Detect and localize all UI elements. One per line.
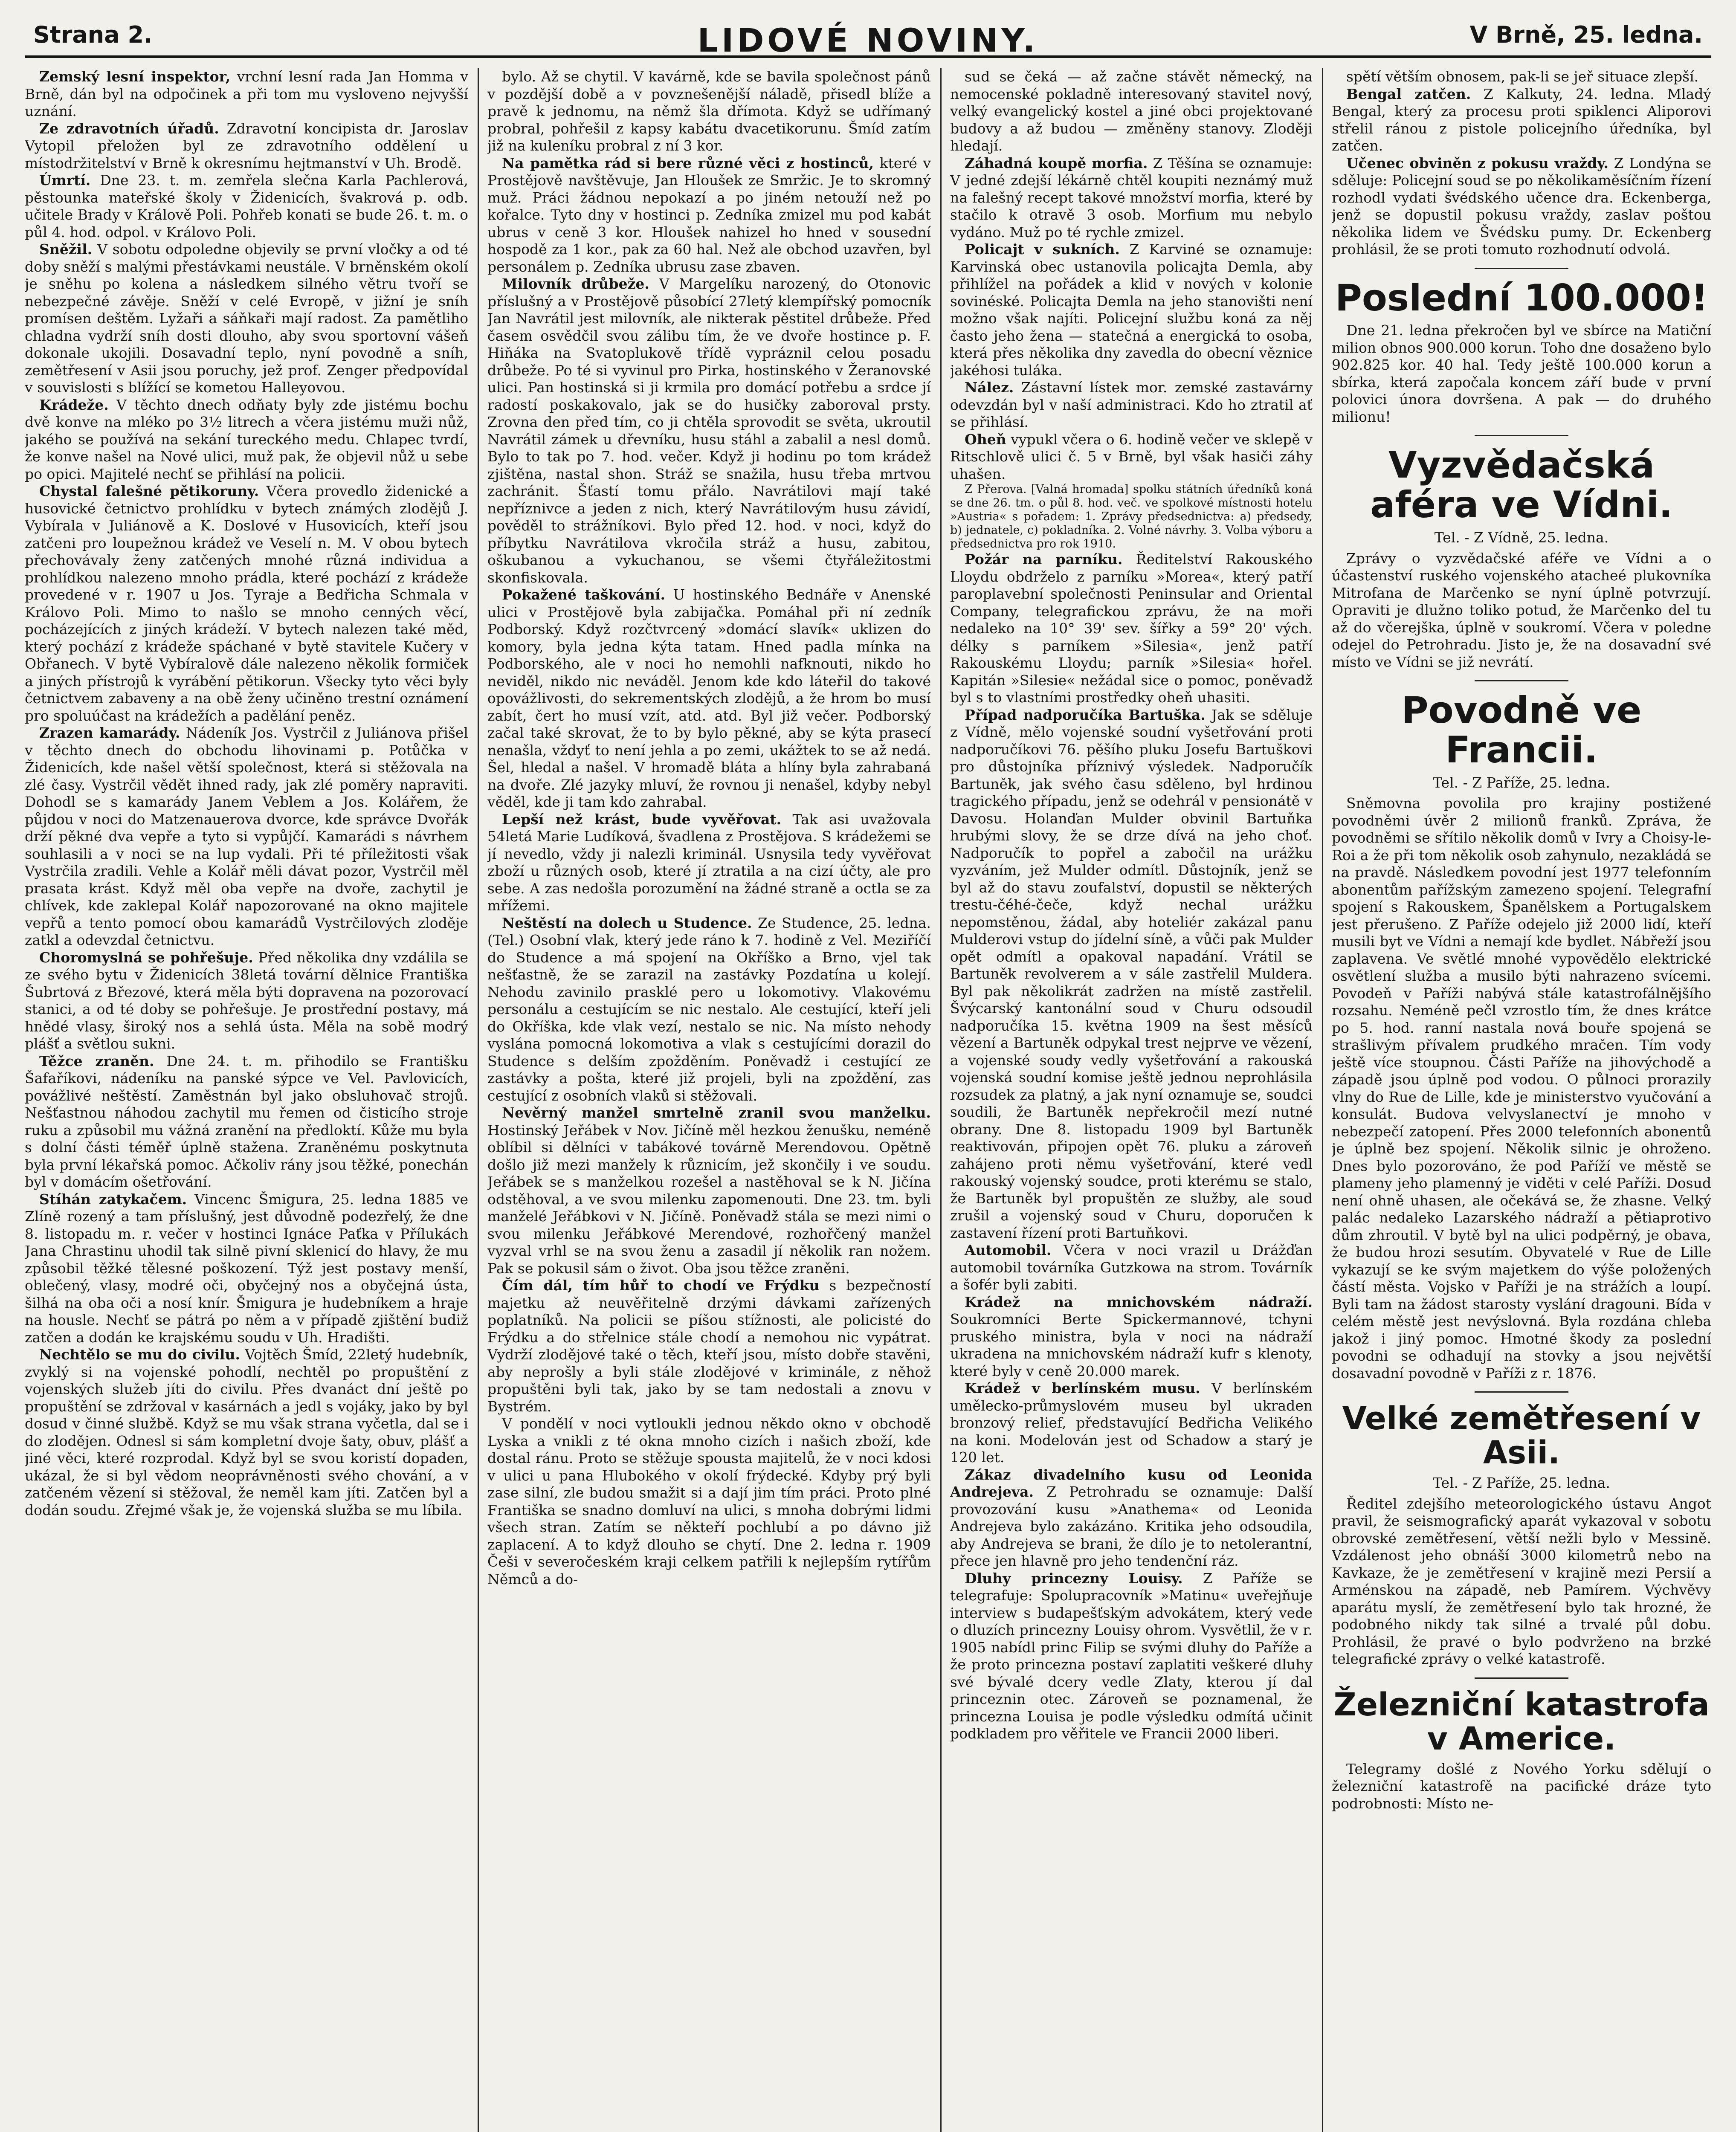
article-heading: Požár na parníku.: [965, 551, 1123, 568]
article-item: [950, 1570, 1313, 1743]
article-item: [950, 551, 1313, 707]
article-item: [25, 1191, 468, 1347]
headline-povodne: Povodně ve Francii.: [1401, 689, 1642, 771]
article-text: Včera v noci vrazil u Drážďan automobil továrníka Gutzkowa na strom. Továrník a šofér byli zabiti.: [950, 1242, 1313, 1293]
article-item: [25, 1346, 468, 1519]
section-divider: [1475, 1677, 1568, 1679]
article-text: bylo. Až se chytil. V kavárně, kde se bavila společnost pánů v pozdější době a v povznešenější náladě, přisedl blíže a pravě k jednomu, na němž šla dřímota. Když se udřímaný probral, pohřešil z kapsy kabátu dvacetikorunu. Šmíd zatím již na kuleníku probral z ní 3 kor.: [487, 68, 931, 154]
article-heading: Úmrtí.: [39, 172, 91, 188]
article-item: [487, 586, 931, 811]
article-text: sud se čeká — až začne stávět německý, na nemocenské pokladně interesovaný stavitel nový, velký evangelický kostel a jiné obci projektované budovy a až budou — změněny stanovy. Zloději hledají.: [950, 68, 1313, 154]
article-text: Z Přerova. [Valná hromada] spolku státních úředníků koná se dne 26. tm. o půl 8. hod. več. ve spolkové místnosti hotelu »Austria« s pořadem: 1. Zprávy předsednictva: a) předsedy, b) jednatele, c) pokladníka. 2. Volné návrhy. 3. Volba výboru a předsednictva pro rok 1910.: [950, 483, 1313, 550]
article-item: [950, 1242, 1313, 1294]
article-heading: Učenec obviněn z pokusu vraždy.: [1346, 154, 1609, 171]
article-text: V sobotu odpoledne objevily se první vločky a od té doby sněží s malými přestávkami neustále. V brněnském okolí je sněhu po kolena a následkem silného větru tvoří se nebezpečné závěje. Sněží v celé Evropě, v jižní je sníh promísen deštěm. Lyžaři a sáňkaři mají radost. Za pamětliho chladna vydrží sníh dosti dlouho, aby svou sportovní vášeň dokonale ukojili. Dosavadní teplo, nyní povodně a sníh, zemětřesení v Asii jsou poruchy, jež prof. Zenger předpovídal v souvislosti s blížící se kometou Halleyovou.: [25, 241, 468, 396]
headline-zemetreseni: Velké zemětřesení v Asii.: [1342, 1400, 1701, 1472]
article-item: [950, 379, 1313, 431]
article-heading: Nevěrný manžel smrtelně zranil svou manželku.: [502, 1104, 931, 1121]
article-heading: Na pamětka rád si bere různé věci z hostinců,: [502, 154, 874, 171]
dateline-zemetreseni: Tel. - Z Paříže, 25. ledna.: [1433, 1474, 1610, 1492]
article-item: [25, 241, 468, 397]
column-divider: [1322, 68, 1323, 2132]
section-divider: [1475, 1391, 1568, 1393]
article-text: V pondělí v noci vytloukli jednou někdo okno v obchodě Lyska a vnikli z té okna mnoho cizích i našich zboží, kde dostal ránu. Proto se stěžuje spousta majitelů, že v noci kdosi v ulici u pana Hlubokého v okolí frýdecké. Kdyby prý byli zase silní, zle budou smažit si a dají jim tím práci. Proto plné Františka se snadno domluví na ulici, s mnoha dobrými lidmi všech stran. Zatím se někteří pochlubí a po dávno již zaplacení. A to když dlouho se chytí. Dne 2. ledna r. 1909 Češi v severočeském kraji celkem patřili k nejlepším rytířům Němců a do-: [487, 1415, 931, 1587]
article-item: [950, 1380, 1313, 1466]
article-heading: Pokažené taškování.: [502, 586, 666, 603]
article-item: [487, 915, 931, 1105]
column-divider: [478, 68, 479, 2132]
article-heading: Krádež na mnichovském nádraží.: [965, 1293, 1313, 1310]
article-item: [950, 1294, 1313, 1380]
issue-date: V Brně, 25. ledna.: [1469, 21, 1703, 48]
dateline-afera: Tel. - Z Vídně, 25. ledna.: [1434, 529, 1609, 546]
article-heading: Bengal zatčen.: [1346, 85, 1471, 102]
masthead: [25, 17, 1711, 58]
article-text: Z Paříže se telegrafuje: Spolupracovník »Matinu« uveřejňuje interview s budapešťským advokátem, který vede o dluzích princezny Louisy ohrom. Vysvětlil, že v r. 1905 nabídl princ Filip se svými dluhy do Paříže a že proto princezna postaví zaplatiti veškeré dluhy své bývalé dcery vedle Zlaty, kterou jí dal princeznin otec. Zároveň se poznamenal, že princezna Louisa je podle výsledku odmítá učinit podkladem pro věřitele ve Francii 2000 liberi.: [950, 1570, 1313, 1742]
article-item: [950, 707, 1313, 1242]
article-text: V Margelíku narozený, do Otonovic příslušný a v Prostějově působící 27letý klempířský pomocník Jan Navrátil jest milovník, ale nikterak pěstitel drůbeže. Před časem osvědčil svou zálibu tím, že ve dvoře hostince p. F. Hiňáka na Svatoplukově třídě vypráznil celou posadu drůbeže. Po té si vyvinul pro Pirka, hostinského v Žeranovské ulici. Pan hostinská si ji krmila pro domácí potřebu a srdce jí radostí poskakovalo, jak se do husičky zaboroval prsty. Zrovna den před tím, co ji chtěla sprovodit se světa, ukroutil Navrátil zámek u dřevníku, husu stáhl a zabalil a nesl domů. Bylo to tak po 7. hod. večer. Když ji hodinu po tom krádež zjištěna, nastal shon. Stráž se snažila, husu třeba mrtvou zachránit. Šťastí tomu přálo. Navrátilovi mají také nepříznivce a jeden z nich, který Navrátilovým husu závidí, pověděl to strážníkovi. Bylo před 12. hod. v noci, když do příbytku Navrátilova vkročila stráž a husu, zabitou, oškubanou a vykuchanou, se všemi čtyřáležitostmi skonfiskovala.: [487, 275, 931, 586]
article-heading: Choromyslná se pohřešuje.: [39, 949, 253, 966]
article-item: [1332, 86, 1711, 155]
article-item: [487, 1277, 931, 1415]
article-item: [950, 1466, 1313, 1570]
article-heading: Krádeže.: [39, 396, 109, 413]
article-heading: Čím dál, tím hůř to chodí ve Frýdku: [502, 1277, 820, 1294]
article-heading: Milovník drůbeže.: [502, 275, 649, 292]
article-text: Vincenc Šmigura, 25. ledna 1885 ve Zlíně rozený a tam příslušný, jest důvodně podezřelý, že dne 8. listopadu m. r. večer v hostinci Ignáce Paťka v Přílukách Jana Chrastinu uhodil tak silně pivní sklenicí do hlavy, že mu způsobil těžké tělesné poškození. Týž jest postavy menší, oblečený, vlasy, modré oči, obyčejný nos a obyčejná ústa, šilhá na oba oči a nosí knír. Šmigura je hudebníkem a hraje na housle. Nechť se pátrá po něm a v případě zjištění budiž zatčen a dodán ke krajskému soudu v Uh. Hradišti.: [25, 1191, 468, 1346]
column-4-briefs: [1332, 68, 1711, 258]
article-text: vypukl včera o 6. hodině večer ve sklepě v Ritschlově ulici č. 5 v Brně, byl však hasiči záhy uhašen.: [950, 431, 1313, 482]
article-posledni-text: Dne 21. ledna překročen byl ve sbírce na Matiční milion obnos 900.000 korun. Toho dne dosaženo bylo 902.825 kor. 40 hal. Tedy ještě 100.000 korun a sbírka, která započala koncem září bude v první polovici února dovršena. A pak — do druhého milionu!: [1332, 322, 1711, 425]
article-heading: Oheň: [965, 431, 1006, 448]
article-text: Z Petrohradu se oznamuje: Další provozování kusu »Anathema« od Leonida Andrejeva bylo zakázáno. Kritika jeho odsoudila, aby Andrejeva se brani, že dílo je to netolerantní, přece jen hlavně pro jeho tendenční ráz.: [950, 1483, 1313, 1569]
article-item: [487, 1104, 931, 1277]
article-item: [950, 431, 1313, 483]
column-2: [487, 68, 931, 2132]
article-heading: Ze zdravotních úřadů.: [39, 120, 219, 137]
article-item: [950, 155, 1313, 241]
article-item: [487, 155, 931, 276]
article-text: Jak se sděluje z Vídně, mělo vojenské soudní vyšetřování proti nadporučíkovi 76. pěšího pluku Josefu Bartuškovi pro důstojníka příznivý výsledek. Nadporučík Bartuněk, jak svého času sděleno, byl hrdinou tragického případu, jenž se odehrál v pensionátě v Davosu. Holanďan Mulder obvinil Bartuňka hrubými slovy, že se drze dívá na jeho choť. Nadporučík to popřel a zabočil na urážku vyzváním, jež Mulder odmítl. Důstojník, jenž se byl až do stavu zoufalství, dopustil se některých trestu-čéhé-čeče, když nechal urážku nepomstěnou, žádal, aby hoteliér zakázal panu Mulderovi vstup do jídelní síně, a vůči pak Mulder opět odmítl a opakoval napadání. Vrátil se Bartuněk revolverem a v sále zastřelil Muldera. Byl pak několikrát zadržen na místě zastřelil. Švýcarský kantonální soud v Churu odsoudil nadporučíka 15. května 1909 na šest měsíců vězení a Bartuněk odpykal trest nejprve ve vězení, a vojenské soudy vedly vyšetřování a rakouská vojenská soudní komise ještě jednou neprohlásila rozsudek za platný, a jak nyní oznamuje se, soudci soudili, že Bartuněk nepřekročil mezí nutné obrany. Dne 8. listopadu 1909 byl Bartuněk reaktivován, připojen opět 76. pluku a zároveň zahájeno proti němu vyšetřování, které vedl rakouský vojenský soudce, proti kterému se stalo, že Bartuněk byl propuštěn ze služby, ale soud zrušil a vojenský soud v Churu, doporučen k zastavení řízení proti Bartuňkovi.: [950, 706, 1313, 1241]
headline-afera: Vyzvědačská aféra ve Vídni.: [1370, 444, 1673, 527]
article-heading: Neštěstí na dolech u Studence.: [502, 914, 752, 931]
article-item: [25, 172, 468, 241]
article-text: Hostinský Jeřábek v Nov. Jičíně měl hezkou ženušku, neméně oblíbil si dělníci v tabákové továrně Merendovou. Opětně došlo již mezi manžely k různicím, jež skončily i ve soudu. Jeřábek se s manželkou rozešel a nastěhoval se k N. Jičína odstěhoval, a ve svou milenku zapomenouti. Dne 23. tm. byli manželé Jeřábkovi v N. Jičíně. Poněvadž stála se mezi nimi o svou milenku Jeřábkové Merendové, rozhořčený manžel vyzval vrhl se na svou ženu a zasadil jí několik ran nožem. Pak se pokusil sám o život. Oba jsou těžce zraněni.: [487, 1121, 931, 1277]
article-text: V berlínském umělecko-průmyslovém museu byl ukraden bronzový relief, představující Bedřicha Velikého na koni. Modelován jest od Schadow a starý je 120 let.: [950, 1380, 1313, 1466]
article-item: [1332, 68, 1711, 86]
article-item: [950, 68, 1313, 155]
page-label: Strana 2.: [33, 21, 153, 48]
article-text: Tak asi uvažovala 54letá Marie Ludíková, švadlena z Prostějova. S krádežemi se jí nevedlo, vždy ji nalezli kriminál. Usnysila tedy vyvěřovat zboží u různých osob, které jí ztratila a na cizí účty, ale pro sebe. A zas nedošla porozumění na žádné straně a octla se za mřížemi.: [487, 811, 931, 914]
article-text: Z Karviné se oznamuje: Karvinská obec ustanovila policajta Demla, aby přihlížel na pořádek a klid v nových v kolonie sovinéské. Policajta Demla na jeho stanovišti není možno však najíti. Policejní službu koná za něj často jeho žena — statečná a energická to osoba, která přes několika dny zavedla do obecní věznice jakéhosi tuláka.: [950, 241, 1313, 379]
article-heading: Případ nadporučíka Bartuška.: [965, 706, 1206, 723]
article-heading: Těžce zraněn.: [39, 1052, 154, 1069]
column-3: [950, 68, 1313, 2132]
headline-zeleznicni: Železniční katastrofa v Americe.: [1333, 1686, 1710, 1757]
column-divider: [940, 68, 942, 2132]
article-item: [1332, 155, 1711, 258]
article-text: Včera provedlo židenické a husovické četnictvo prohlídku v bytech známých zlodějů J. Vybírala v Juliánově a K. Doslové v Husovicích, kteří jsou zatčeni pro loupežnou krádež ve Veselí n. M. V obou bytech přechovávaly ženy zatčených mnohé různá individua a prohlídkou nalezeno mnoho prádla, které pochází z krádeže provedené v r. 1907 u Jos. Tyraje a Bedřicha Schmala v Královo Poli. Mimo to našlo se mnoho cenných věcí, pocházejících z jiných krádeží. V bytech nalezen také měd, který pochází z krádeže spáchané v bytě stavitele Kučery v Obřanech. V bytě Vybíralově dále nalezeno několik formiček a jiných přístrojů k vyrábění pětikorun. Všecky tyto věci byly četnictvem zabaveny a na obě ženy učiněno trestní oznámení pro spoluúčast na krádežích a padělání peněz.: [25, 483, 468, 724]
article-text: Z Těšína se oznamuje: V jedné zdejší lékárně chtěl koupiti neznámý muž na falešný recept takové množství morfia, které by stačilo k otravě 3 osob. Morfium mu nebylo vydáno. Muž po té rychle zmizel.: [950, 154, 1313, 240]
article-zeleznicni-text: Telegramy došlé z Nového Yorku sdělují o železniční katastrofě na pacifické dráze tyto podrobnosti: Místo ne-: [1332, 1760, 1711, 1812]
article-text: které v Prostějově navštěvuje, Jan Hloušek ze Smržic. Je to skromný muž. Práci žádnou nepokazí a po jiném netouží než po kořalce. Tyto dny v hostinci p. Zedníka zmizel mu pod kabát ubrus v ceně 3 kor. Hloušek nahizel ho hned v sousední hospodě za 1 kor., pak za 60 hal. Než ale obchod uzavřen, byl personálem p. Zedníka ubrusu zase zbaven.: [487, 154, 931, 275]
article-item: [25, 1053, 468, 1191]
article-item: [25, 483, 468, 724]
article-item: [950, 483, 1313, 551]
article-text: Před několika dny vzdálila se ze svého bytu v Židenicích 38letá tovární dělnice Františka Šubrtová z Březové, která měla býti dopravena na pozorovací stanici, a od té doby se pohřešuje. Je prostřední postavy, má hnědé vlasy, široký nos a sehlá ústa. Měla na sobě modrý plášť a světlou sukni.: [25, 949, 468, 1052]
article-text: Dne 24. t. m. přihodilo se Františku Šafaříkovi, nádeníku na panské sýpce ve Vel. Pavlovicích, povážlivé neštěstí. Zaměstnán byl jako obsluhovač strojů. Nešťastnou náhodou zachytil mu řemen od čisticího stroje ruku a způsobil mu vážná zranění na předloktí. Kůže mu byla s dolní části téměř úplně stažena. Zraněnému poskytnuta byla první lékařská pomoc. Ačkoliv rány jsou těžké, ponechán byl v domácím ošetřování.: [25, 1052, 468, 1190]
section-divider: [1475, 268, 1568, 269]
article-zemetreseni-text: Ředitel zdejšího meteorologického ústavu Angot pravil, že seismografický aparát vykazoval v sobotu obrovské zemětřesení, větší nežli bylo v Messině. Vzdálenost jeho obnáší 3000 kilometrů nebo na Kavkaze, že je zemětřesení v krajině mezi Persií a Arménskou na západě, neb Pamírem. Výchvěvy aparátu myslí, že zemětřesení bylo tak hrozné, že podobného nikdy tak silné a trvalé půl dobu. Prohlásil, že pravé o bylo podvrženo na brzké telegrafické zprávy o velké katastrofě.: [1332, 1495, 1711, 1668]
dateline-povodne: Tel. - Z Paříže, 25. ledna.: [1433, 774, 1610, 791]
article-text: Ředitelství Rakouského Lloydu obdrželo z parníku »Morea«, který patří paroplavební společnosti Peninsular and Oriental Company, telegrafickou zprávu, že na moři nedaleko na 10° 39' sev. šířky a 59° 20' vých. délky s parníkem »Silesia«, jenž patří Rakouskému Lloydu; parník »Silesia« hořel. Kapitán »Silesie« nežádal sice o pomoc, poněvadž byl s to vlastními prostředky oheň uhasiti.: [950, 551, 1313, 706]
article-heading: Zrazen kamarády.: [39, 724, 180, 741]
article-item: [25, 397, 468, 483]
article-text: Zdravotní koncipista dr. Jaroslav Vytopil přeložen byl ze zdravotního oddělení u místodržitelství v Brně k okresnímu hejtmanství v Uh. Brodě.: [25, 120, 468, 171]
article-heading: Chystal falešné pětikoruny.: [39, 483, 259, 499]
article-heading: Dluhy princezny Louisy.: [965, 1570, 1183, 1587]
article-item: [487, 811, 931, 915]
article-item: [25, 949, 468, 1053]
article-item: [487, 1415, 931, 1588]
column-4: [1332, 68, 1711, 2132]
column-1: [25, 68, 468, 2132]
article-item: [25, 120, 468, 172]
article-text: Ze Studence, 25. ledna. (Tel.) Osobní vlak, který jede ráno k 7. hodině z Vel. Meziříčí do Studence a má spojení na Okříško a Brno, vjel tak nešťastně, že se zarazil na zastávky Pozdatína u kolejí. Nehodu zavinilo prasklé pero u lokomotivy. Vlakovému personálu a cestujícím se nic nestalo. Ale cestující, kteří jeli do Okříška, kde vlak vezí, nestalo se nic. Na místo nehody vyslána pomocná lokomotiva a vlak s cestujícími dorazil do Studence s delším zpožděním. Poněvadž i cestující ze zastávky a pošta, které již projeli, byli na zpoždění, zas cestující z osobních vlaků si stěžovali.: [487, 914, 931, 1104]
article-text: Dne 23. t. m. zemřela slečna Karla Pachlerová, pěstounka mateřské školy v Židenicích, švakrová p. odb. učitele Brady v Králově Poli. Pohřeb konati se bude 26. t. m. o půl 4. hod. odpol. v Královo Poli.: [25, 172, 468, 240]
article-item: [25, 68, 468, 120]
article-heading: Automobil.: [965, 1242, 1052, 1258]
article-heading: Záhadná koupě morfia.: [965, 154, 1148, 171]
article-text: spětí větším obnosem, pak-li se jeř situace zlepší.: [1346, 68, 1699, 85]
article-text: Nádeník Jos. Vystrčil z Juliánova přišel v těchto dnech do obchodu lihovinami p. Potůčka v Židenicích, kde našel větší společnost, která si stěžovala na zlé časy. Vystrčil vědět ihned rady, jak zlé poměry napraviti. Dohodl se s kamarády Janem Veblem a Jos. Kolářem, že půjdou v noci do Matzenauerova dvorce, kde správce Dvořák drží pěkné dva vepře a tyto si vypůjčí. Kamarádi s návrhem souhlasili a v noci se na lup vydali. Při té příležitosti však Vystrčila zradili. Vehle a Kolář měli dávat pozor, Vystrčil měl prasata krást. Když měl oba vepře na dvoře, zachytil je chlívek, kde zaklepal Kolář napozorované na okno majitele vepřů a tento pomocí obou kamarádů Vystrčilových zloděje zatkl a odevzdal četnictvu.: [25, 724, 468, 948]
article-item: [950, 241, 1313, 379]
article-heading: Sněžil.: [39, 241, 93, 258]
article-text: Soukromníci Berte Spickermannové, tchyni pruského ministra, byla v noci na nádraží ukradena na mnichovském nádraží kufr s klenoty, které byly v ceně 20.000 marek.: [950, 1311, 1313, 1379]
section-divider: [1475, 680, 1568, 681]
article-heading: Policajt v sukních.: [965, 241, 1120, 258]
article-heading: Stíhán zatykačem.: [39, 1191, 187, 1208]
article-text: Zástavní lístek mor. zemské zastavárny odevzdán byl v naší administraci. Kdo ho ztratil ať se přihlásí.: [950, 379, 1313, 430]
article-heading: Zemský lesní inspektor,: [39, 68, 231, 85]
headline-posledni: Poslední 100.000!: [1335, 276, 1708, 319]
article-heading: Krádež v berlínském musu.: [965, 1380, 1200, 1396]
article-text: s bezpečností majetku až neuvěřitelně drzými dávkami zařízených poplatníků. Na policii se píšou stížnosti, ale policisté do Frýdku a do střelnice stále chodí a nemohou nic vypátrat. Vydrží zlodějové také o těch, kteří jsou, místo dobře stavěni, aby neprošly a byli stále zlodějové v kriminále, z něhož propuštěni byli tak, jako by se tam nedostali a znovu v Bystrém.: [487, 1277, 931, 1415]
newspaper-page: [25, 17, 1711, 2132]
article-heading: Zákaz divadelního kusu od Leonida Andrejeva.: [950, 1466, 1313, 1500]
article-text: U hostinského Bednáře v Anenské ulici v Prostějově byla zabijačka. Pomáhal při ní zedník Podborský. Když rozčtvrcený »domácí slavík« uklizen do komory, byla jedna kýta tatam. Hned padla mínka na Podborského, ale v noci ho nemohli nafknouti, nikdo ho neviděl, nikdo nic neváděl. Jenom kde kdo láteřil do takové opovážlivosti, do sekrementských zlodějů, a že hrom bo musí zabít, čert ho musí vzít, atd. atd. Byl již večer. Podborský začal také skrovat, že to by bylo pěkné, aby se kýta prasecí nenašla, vždyť to není jehla a po zemi, ukážtek to se až nedá. Šel, hledal a našel. V hromadě bláta a hlíny byla zahrabaná na dvoře. Zlé jazyky mluví, že rovnou ji nenašel, kdyby nebyl věděl, kde ji tam kdo zahrabal.: [487, 586, 931, 810]
article-afera-text: Zprávy o vyzvědačské aféře ve Vídni a o účastenství ruského vojenského atacheé plukovníka Mitrofana de Marčenko se nyní úplně potvrzují. Opraviti je dlužno toliko potud, že Marčenko del tu až do včerejška, úplně v soukromí. Včera v poledne odejel do Petrohradu. Jisto je, že na dosavadní své místo ve Vídni se již nevrátí.: [1332, 550, 1711, 670]
article-item: [25, 724, 468, 949]
article-text: vrchní lesní rada Jan Homma v Brně, dán byl na odpočinek a při tom mu vysloveno nejvyšší uznání.: [25, 68, 468, 119]
article-heading: Nález.: [965, 379, 1014, 396]
section-divider: [1475, 435, 1568, 436]
article-povodne-text: Sněmovna povolila pro krajiny postižené povodněmi úvěr 2 milionů franků. Zpráva, že povodněmi se sřítilo několik domů v Ivry a Choisy-le-Roi a že při tom několik osob zahynulo, nezakládá se na pravdě. Následkem povodní jest 1977 telefonním abonentům pařížským zamezeno spojení. Telegrafní spojení s Rakouskem, Španělskem a Portugalskem jest přerušeno. Z Paříže odejelo již 2000 lidí, kteří musili byt ve Vídni a nemají kde bydlet. Nábřeží jsou zaplavena. Ve světlé mnohé vypovědělo elektrické osvětlení služba a musilo býti nahrazeno svícemi. Povodeň v Paříži nabývá stále katastrofálnějšího rozsahu. Neméně pečl vzrostlo tím, že dnes krátce po 5. hod. ranní nastala nová bouře spojená se strašlivým přívalem prudkého mračen. Tím vody ještě více stoupnou. Části Paříže na jihovýchodě a západě jsou úplně pod vodou. O půlnoci prorazily vlny do Rue de Lille, kde je ministerstvo vyučování a konsulát. Budova velvyslanectví je mnoho v nebezpečí zatopení. Přes 2000 telefonních abonentů je úplně bez spojení. Několik silnic je ohroženo. Dnes bylo pozorováno, že pod Paříží ve městě se plameny jeho plamenný je viděti v celé Paříži. Dosud není ohně uhasen, ale očekává se, že zhasne. Velký palác nedaleko Lazarského nádraží a pětiaprotivo dům zhroutil. V bytě byl na ulici podpěrný, je obava, že budou hrozi sesutím. Obyvatelé v Rue de Lille vykazují se ke svým majetkem do výše položených částí města. Vojsko v Paříži je na strážích a loupí. Byli tam na žádost starosty vyslání dragouni. Bída v celém městě jest nevýslovná. Byla rozdána chleba jakož i jiný pomoc. Hmotné škody za poslední povodni se odhadují na stovky a jsou největší dosavadní povodně v Paříži z r. 1876.: [1332, 795, 1711, 1382]
article-heading: Lepší než krást, bude vyvěřovat.: [502, 811, 782, 828]
article-heading: Nechtělo se mu do civilu.: [39, 1346, 240, 1363]
article-text: Vojtěch Šmíd, 22letý hudebník, zvyklý si na vojenské pohodlí, nechtěl po propuštění z vojenských služeb jíti do civilu. Přes dvanáct dní ještě po propuštění se zdržoval v kasárnách a jedl s vojáky, jako by byl dosud v činné službě. Když se mu však strana vyčetla, dal se i do zlodějen. Odnesl si sám kompletní dvoje šaty, obuv, plášť a jiné věci, které rozprodal. Když byl se svou koristí dopaden, ukázal, že si byl vědom neoprávněnosti svého chování, a v zatčeném vězení si stěžoval, že neměl kam jíti. Zatčen byl a dodán soudu. Zřejmé však je, že vojenská služba se mu líbila.: [25, 1346, 468, 1518]
article-text: Z Kalkuty, 24. ledna. Mladý Bengal, který za procesu proti spiklenci Aliporovi střelil ránou z pistole policejního úředníka, byl zatčen.: [1332, 85, 1711, 154]
article-text: Z Londýna se sděluje: Policejní soud se po několikaměsíčním řízení rozhodl vydati švédského učence dra. Eckenberga, jenž se dopustil pokusu vraždy, zaslav poštou několika lidem ve Švédsku pumy. Dr. Eckenberg prohlásil, že se proti tomuto rozhodnutí odvolá.: [1332, 154, 1711, 258]
newspaper-title: LIDOVÉ NOVINY.: [697, 21, 1039, 59]
article-text: V těchto dnech odňaty byly zde jistému bochu dvě konve na mléko po 3½ litrech a včera jistému muži nůž, jakého se používá na sekání tureckého medu. Chlapec tvrdí, že konve našel na Nové ulici, muž pak, že objevil nůž u sebe po opici. Majitelé nechť se přihlásí na policii.: [25, 396, 468, 482]
article-item: [487, 275, 931, 586]
article-item: [487, 68, 931, 155]
